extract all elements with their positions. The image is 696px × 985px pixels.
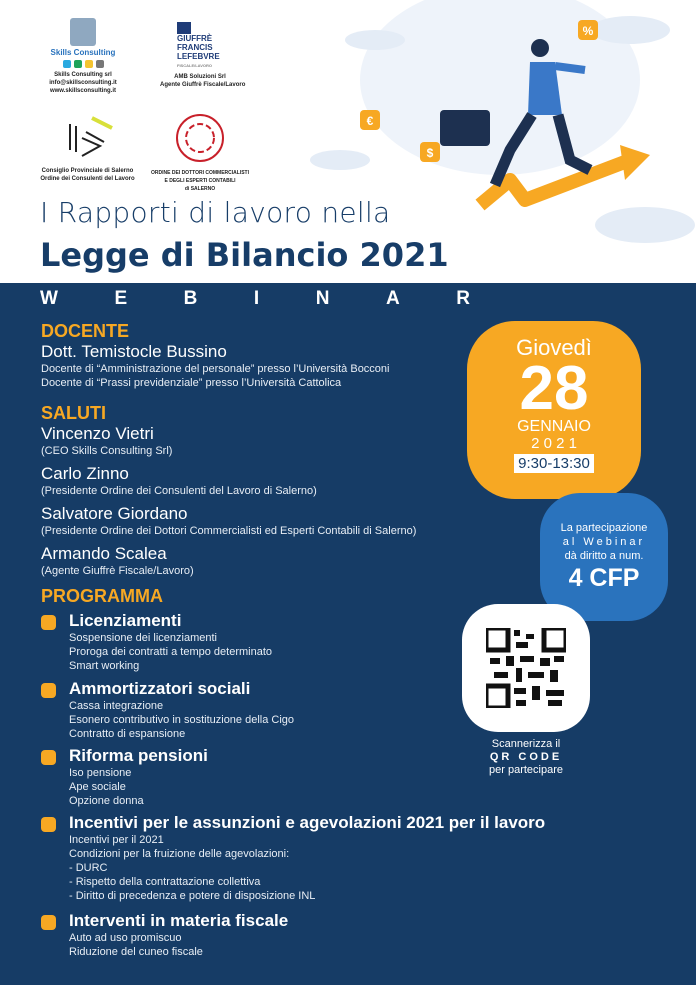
programma-item xyxy=(69,746,208,808)
person-name: Salvatore Giordano xyxy=(41,504,188,523)
g-icon xyxy=(177,22,191,34)
docente-role: Docente di “Amministrazione del personale” presso l’Università Bocconi xyxy=(41,363,390,375)
person-role: (CEO Skills Consulting Srl) xyxy=(41,445,173,457)
qr-code-card[interactable] xyxy=(462,604,590,732)
month: GENNAIO xyxy=(517,418,591,435)
item-line: Ape sociale xyxy=(69,781,126,793)
docente-heading: DOCENTE xyxy=(41,321,130,341)
cfp-line: dà diritto a num. xyxy=(564,550,644,562)
skills-website: www.skillsconsulting.it xyxy=(49,88,117,94)
item-line: Opzione donna xyxy=(69,795,144,807)
cfp-line: al Webinar xyxy=(562,536,646,548)
bullet-icon xyxy=(41,615,56,630)
docente-name: Dott. Temistocle Bussino xyxy=(41,342,227,361)
item-line: - Rispetto della contrattazione collettiva xyxy=(69,876,261,888)
person-role: (Presidente Ordine dei Consulenti del Lavoro di Salerno) xyxy=(41,485,317,497)
item-line: Sospensione dei licenziamenti xyxy=(69,632,217,644)
qr-code-icon[interactable] xyxy=(486,628,566,708)
item-line: Riduzione del cuneo fiscale xyxy=(69,946,203,958)
person-name: Vincenzo Vietri xyxy=(41,424,154,443)
skills-logo-name: Skills Consulting xyxy=(50,48,116,57)
item-title: Incentivi per le assunzioni e agevolazioni 2021 per il lavoro xyxy=(69,813,546,832)
rosette-icon xyxy=(140,112,260,164)
item-title: Ammortizzatori sociali xyxy=(69,679,251,698)
qr-caption xyxy=(462,738,590,777)
item-line: Contratto di espansione xyxy=(69,728,186,740)
item-line: Esonero contributivo in sostituzione della Cigo xyxy=(69,714,295,726)
weekday: Giovedì xyxy=(516,335,592,360)
commercialisti-line: ORDINE DEI DOTTORI COMMERCIALISTI xyxy=(151,170,249,176)
bullet-icon xyxy=(41,915,56,930)
giuffre-line: AMB Soluzioni Srl xyxy=(174,74,226,80)
programma-item xyxy=(69,813,545,903)
giuffre-sub: FISCALE/LAVORO xyxy=(177,63,213,68)
bullet-icon xyxy=(41,750,56,765)
giuffre-name: GIUFFRÈ xyxy=(177,34,213,43)
webinar-letter: A xyxy=(385,288,400,309)
skills-consulting-logo xyxy=(48,18,118,95)
bullet-icon xyxy=(41,683,56,698)
item-line: Cassa integrazione xyxy=(69,700,164,712)
webinar-letter: E xyxy=(114,288,128,309)
date-badge xyxy=(467,321,641,499)
programma-heading: PROGRAMMA xyxy=(41,586,163,606)
year: 2 0 2 1 xyxy=(531,435,577,452)
item-title: Riforma pensioni xyxy=(69,746,208,765)
saluti-heading: SALUTI xyxy=(41,403,106,423)
consulenti-lavoro-logo xyxy=(40,112,135,183)
giuffre-name: LEFEBVRE xyxy=(177,52,220,61)
day: 28 xyxy=(519,354,589,423)
title-line-1: I Rapporti di lavoro nella xyxy=(40,196,391,229)
webinar-letter: N xyxy=(315,288,330,309)
webinar-letter: B xyxy=(183,288,198,309)
item-line: - Diritto di precedenza e potere di disposizione INL xyxy=(69,890,316,902)
item-line: Iso pensione xyxy=(69,767,132,779)
item-line: Auto ad uso promiscuo xyxy=(69,932,182,944)
commercialisti-line: E DEGLI ESPERTI CONTABILI xyxy=(164,178,236,184)
saluti-section xyxy=(41,403,416,578)
cfp-badge xyxy=(540,493,668,621)
docente-role: Docente di “Prassi previdenziale” presso l’Università Cattolica xyxy=(41,377,342,389)
item-line: Condizioni per la fruizione delle agevolazioni: xyxy=(69,848,290,860)
programma-item xyxy=(69,911,288,959)
item-line: Smart working xyxy=(69,660,140,672)
webinar-label xyxy=(40,288,470,310)
skills-email: info@skillsconsulting.it xyxy=(49,80,117,86)
cube-icon xyxy=(70,18,96,46)
time-label: 9:30-13:30 xyxy=(514,454,594,473)
consulenti-line: Consiglio Provinciale di Salerno xyxy=(41,168,134,174)
item-line: Proroga dei contratti a tempo determinato xyxy=(69,646,273,658)
consulenti-line: Ordine dei Consulenti del Lavoro xyxy=(40,176,135,182)
header xyxy=(0,0,696,283)
item-line: Incentivi per il 2021 xyxy=(69,834,164,846)
person-name: Armando Scalea xyxy=(41,544,167,563)
skills-line: Skills Consulting srl xyxy=(54,72,112,78)
percent-icon: % xyxy=(582,24,594,38)
webinar-letter: R xyxy=(456,288,470,309)
item-title: Licenziamenti xyxy=(69,611,182,630)
bullet-icon xyxy=(41,817,56,832)
giuffre-name: FRANCIS xyxy=(177,43,213,52)
person-role: (Agente Giuffrè Fiscale/Lavoro) xyxy=(41,565,194,577)
skills-cubes xyxy=(48,60,118,68)
programma-item xyxy=(69,679,294,741)
item-title: Interventi in materia fiscale xyxy=(69,911,289,930)
qr-caption-line: per partecipare xyxy=(489,764,563,776)
cfp-line: La partecipazione xyxy=(560,522,648,534)
cfp-value: 4 CFP xyxy=(568,564,640,592)
title-line-2: Legge di Bilancio 2021 xyxy=(40,236,449,274)
cdl-icon xyxy=(40,112,135,162)
commercialisti-logo xyxy=(140,112,260,193)
qr-caption-line: Scannerizza il xyxy=(491,738,561,750)
dollar-icon: $ xyxy=(426,146,434,160)
item-line: - DURC xyxy=(69,862,108,874)
webinar-letter: W xyxy=(40,288,58,309)
qr-caption-code: QR CODE xyxy=(489,751,563,763)
giuffre-logo xyxy=(160,22,246,89)
giuffre-line: Agente Giuffrè Fiscale/Lavoro xyxy=(160,82,246,88)
person-role: (Presidente Ordine dei Dottori Commercialisti ed Esperti Contabili di Salerno) xyxy=(41,525,417,537)
euro-icon: € xyxy=(366,114,374,128)
webinar-letter: I xyxy=(253,288,260,309)
programma-item xyxy=(69,611,272,673)
docente-section xyxy=(41,321,390,390)
commercialisti-line: di SALERNO xyxy=(184,186,216,192)
person-name: Carlo Zinno xyxy=(41,464,129,483)
